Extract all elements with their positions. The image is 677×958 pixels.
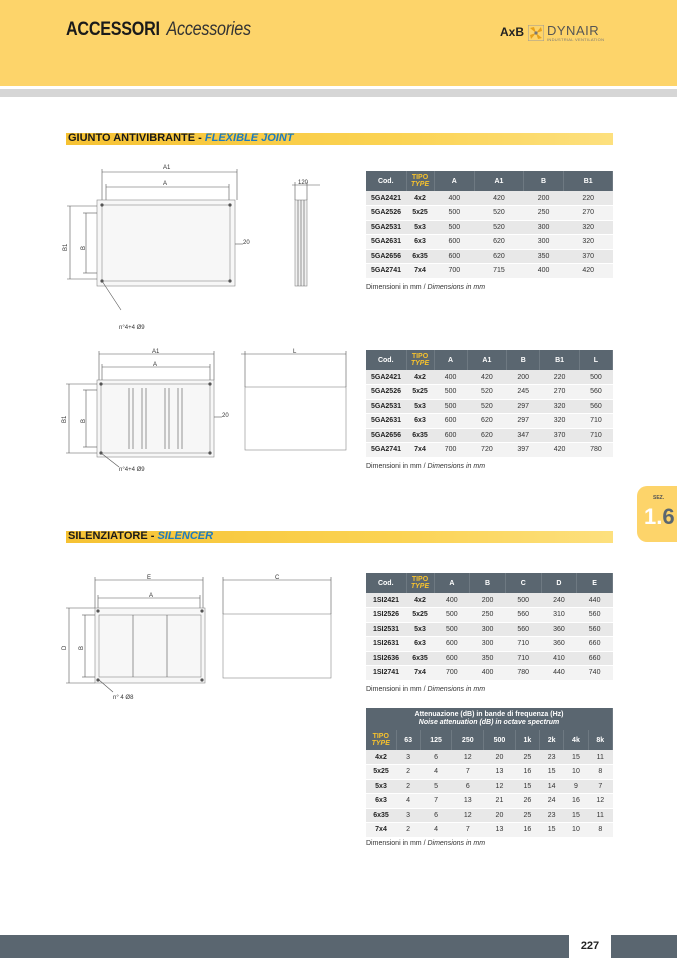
flexible-joint-drawing-1: [55, 160, 345, 340]
col-a: A: [434, 171, 475, 191]
title-en: Accessories: [166, 19, 251, 40]
col-a1: A1: [475, 171, 524, 191]
section-tab: SEZ. 1.6: [637, 486, 677, 542]
col-250: 250: [452, 730, 484, 750]
col-63: 63: [396, 730, 420, 750]
table-silencer: [366, 573, 613, 681]
page-header: [0, 0, 677, 86]
table-row: 6x35 3 6 12 20 25 23 15 11: [366, 808, 613, 823]
brand-name: DYNAIR: [547, 23, 600, 38]
table-row: 5GA2631 6x3 600 620 297 320 710: [366, 414, 613, 429]
table-row: 1SI2421 4x2 400 200 500 240 440: [366, 593, 613, 608]
table-row: 5GA2741 7x4 700 715 400 420: [366, 264, 613, 279]
col-500: 500: [484, 730, 516, 750]
col-125: 125: [420, 730, 452, 750]
col-type: TIPO TYPE: [366, 730, 396, 750]
table-row: 5GA2421 4x2 400 420 200 220 500: [366, 370, 613, 385]
table-row: 1SI2526 5x25 500 250 560 310 560: [366, 608, 613, 623]
title-it: ACCESSORI: [66, 19, 160, 40]
col-8k: 8k: [588, 730, 612, 750]
col-e: E: [577, 573, 613, 593]
table-row: 1SI2531 5x3 500 300 560 360 560: [366, 622, 613, 637]
col-b1: B1: [564, 171, 613, 191]
col-c: C: [505, 573, 541, 593]
dim-c-label: C: [275, 575, 280, 581]
dim-a-label: A: [149, 593, 154, 599]
dimensions-note-4: Dimensioni in mm / Dimensions in mm: [366, 840, 486, 847]
col-2k: 2k: [540, 730, 564, 750]
table-row: 5GA2526 5x25 500 520 250 270: [366, 206, 613, 221]
table-row: 1SI2636 6x35 600 350 710 410 660: [366, 651, 613, 666]
dim-l-label: L: [293, 349, 297, 355]
table-row: 5GA2741 7x4 700 720 397 420 780: [366, 443, 613, 458]
table-row: 5GA2656 6x35 600 620 347 370 710: [366, 428, 613, 443]
table-flexible-2: [366, 350, 613, 458]
col-a: A: [434, 350, 467, 370]
dimensions-note-1: Dimensioni in mm / Dimensions in mm: [366, 284, 486, 291]
dim-b1-label: B1: [62, 415, 68, 423]
dim-a-label: A: [163, 181, 168, 187]
holes-label: n° 4 Ø8: [113, 695, 134, 701]
col-b: B: [470, 573, 506, 593]
table-row: 5x3 2 5 6 12 15 14 9 7: [366, 779, 613, 794]
page-number: 227: [569, 935, 611, 958]
page-title: [66, 19, 251, 41]
col-4k: 4k: [564, 730, 588, 750]
dim-a1-label: A1: [152, 349, 160, 355]
col-d: D: [541, 573, 577, 593]
col-a: A: [434, 573, 470, 593]
table-row: 4x2 3 6 12 20 25 23 15 11: [366, 750, 613, 765]
table-noise-attenuation: [366, 708, 613, 838]
brand-logo: [528, 24, 618, 44]
dim-b-label: B: [79, 645, 85, 650]
table-row: 5x25 2 4 7 13 16 15 10 8: [366, 765, 613, 780]
table-row: 6x3 4 7 13 21 26 24 16 12: [366, 794, 613, 809]
header-code: AxB: [500, 25, 525, 39]
col-a1: A1: [467, 350, 507, 370]
fan-logo-icon: [528, 25, 544, 41]
col-l: L: [579, 350, 612, 370]
dim-gap-label: 20: [222, 413, 229, 419]
dim-e-label: E: [147, 575, 152, 581]
table-row: 5GA2421 4x2 400 420 200 220: [366, 191, 613, 206]
dim-depth-label: 120: [298, 180, 309, 186]
dim-d-label: D: [62, 645, 68, 650]
col-1k: 1k: [515, 730, 539, 750]
col-b1: B1: [540, 350, 580, 370]
dim-b-label: B: [81, 418, 87, 423]
col-type: TIPO TYPE: [406, 350, 434, 370]
col-type: TIPO TYPE: [406, 573, 434, 593]
col-b: B: [523, 171, 564, 191]
dim-a1-label: A1: [163, 165, 171, 171]
dim-a-label: A: [153, 362, 158, 368]
dim-b1-label: B1: [63, 243, 69, 251]
col-code: Cod.: [366, 171, 406, 191]
silencer-drawing: [55, 570, 345, 705]
table-row: 5GA2656 6x35 600 620 350 370: [366, 249, 613, 264]
table-row: 5GA2526 5x25 500 520 245 270 560: [366, 385, 613, 400]
table-flexible-1: [366, 171, 613, 279]
dim-b-label: B: [81, 245, 87, 250]
dimensions-note-3: Dimensioni in mm / Dimensions in mm: [366, 686, 486, 693]
section-title-flexible: GIUNTO ANTIVIBRANTE - FLEXIBLE JOINT: [68, 132, 294, 144]
col-b: B: [507, 350, 540, 370]
col-code: Cod.: [366, 350, 406, 370]
col-code: Cod.: [366, 573, 406, 593]
dimensions-note-2: Dimensioni in mm / Dimensions in mm: [366, 463, 486, 470]
table-row: 5GA2531 5x3 500 520 297 320 560: [366, 399, 613, 414]
holes-label: n°4+4 Ø9: [119, 467, 145, 473]
table-row: 1SI2741 7x4 700 400 780 440 740: [366, 666, 613, 681]
section-title-silencer: SILENZIATORE - SILENCER: [68, 530, 214, 542]
dim-gap-label: 20: [243, 240, 250, 246]
brand-tagline: INDUSTRIAL VENTILATION: [547, 37, 605, 42]
table-row: 5GA2631 6x3 600 620 300 320: [366, 235, 613, 250]
table-row: 5GA2531 5x3 500 520 300 320: [366, 220, 613, 235]
attenuation-title: Attenuazione (dB) in bande di frequenza (Hz) Noise attenuation (dB) in octave spectrum: [366, 708, 613, 730]
holes-label: n°4+4 Ø9: [119, 325, 145, 331]
table-row: 7x4 2 4 7 13 16 15 10 8: [366, 823, 613, 838]
col-type: TIPO TYPE: [406, 171, 434, 191]
table-row: 1SI2631 6x3 600 300 710 360 660: [366, 637, 613, 652]
flexible-joint-drawing-2: [55, 345, 345, 480]
header-divider: [0, 89, 677, 97]
